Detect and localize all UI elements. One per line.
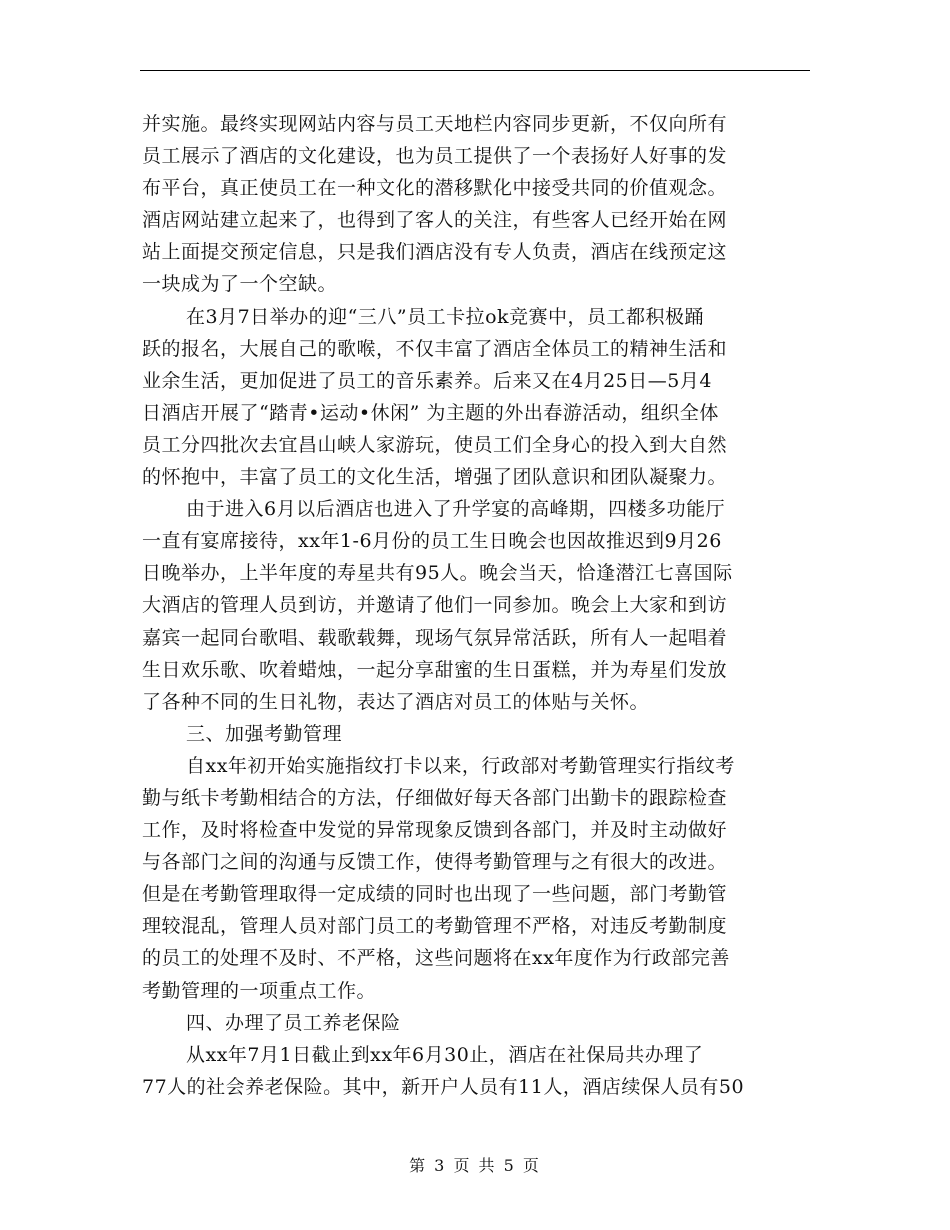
text-line: 三、加强考勤管理 <box>186 722 343 745</box>
text-line: 一直有宴席接待，xx年1-6月份的员工生日晚会也因故推迟到9月26 <box>142 530 722 553</box>
text-line: 酒店网站建立起来了，也得到了客人的关注，有些客人已经开始在网 <box>142 209 728 232</box>
text-line: 生日欢乐歌、吹着蜡烛，一起分享甜蜜的生日蛋糕，并为寿星们发放 <box>142 658 728 681</box>
text-line: 员工展示了酒店的文化建设，也为员工提供了一个表扬好人好事的发 <box>142 145 728 168</box>
text-line: 布平台，真正使员工在一种文化的潜移默化中接受共同的价值观念。 <box>142 177 728 200</box>
text-line: 与各部门之间的沟通与反馈工作，使得考勤管理与之有很大的改进。 <box>142 851 728 874</box>
document-body <box>142 108 810 1103</box>
text-line: 考勤管理的一项重点工作。 <box>142 979 377 1002</box>
text-line: 在3月7日举办的迎“三八”员工卡拉ok竞赛中，员工都积极踊 <box>186 305 705 328</box>
text-line: 了各种不同的生日礼物，表达了酒店对员工的体贴与关怀。 <box>142 690 650 713</box>
text-line: 一块成为了一个空缺。 <box>142 273 338 296</box>
page-number: 第 3 页 共 5 页 <box>409 1156 541 1175</box>
text-line: 从xx年7月1日截止到xx年6月30止，酒店在社保局共办理了 <box>186 1043 704 1066</box>
text-line: 理较混乱，管理人员对部门员工的考勤管理不严格，对违反考勤制度 <box>142 915 728 938</box>
text-line: 四、办理了员工养老保险 <box>186 1011 401 1034</box>
text-line: 业余生活，更加促进了员工的音乐素养。后来又在4月25日—5月4 <box>142 369 712 392</box>
text-line: 的怀抱中，丰富了员工的文化生活，增强了团队意识和团队凝聚力。 <box>142 466 728 489</box>
text-line: 77人的社会养老保险。其中，新开户人员有11人，酒店续保人员有50 <box>142 1075 745 1098</box>
text-line: 日晚举办，上半年度的寿星共有95人。晚会当天，恰逢潜江七喜国际 <box>142 562 733 585</box>
text-line: 日酒店开展了“踏青•运动•休闲” 为主题的外出春游活动，组织全体 <box>142 401 719 424</box>
text-line: 大酒店的管理人员到访，并邀请了他们一同参加。晚会上大家和到访 <box>142 594 728 617</box>
text-line: 嘉宾一起同台歌唱、载歌载舞，现场气氛异常活跃，所有人一起唱着 <box>142 626 728 649</box>
text-line: 由于进入6月以后酒店也进入了升学宴的高峰期，四楼多功能厅 <box>186 498 726 521</box>
text-line: 的员工的处理不及时、不严格，这些问题将在xx年度作为行政部完善 <box>142 947 730 970</box>
header-rule <box>140 70 810 71</box>
text-line: 站上面提交预定信息，只是我们酒店没有专人负责，酒店在线预定这 <box>142 241 728 264</box>
text-line: 跃的报名，大展自己的歌喉，不仅丰富了酒店全体员工的精神生活和 <box>142 337 728 360</box>
text-line: 自xx年初开始实施指纹打卡以来，行政部对考勤管理实行指纹考 <box>186 754 735 777</box>
text-line: 并实施。最终实现网站内容与员工天地栏内容同步更新，不仅向所有 <box>142 113 728 135</box>
text-line: 但是在考勤管理取得一定成绩的同时也出现了一些问题，部门考勤管 <box>142 883 728 906</box>
text-line: 员工分四批次去宜昌山峡人家游玩，使员工们全身心的投入到大自然 <box>142 433 728 456</box>
text-line: 工作，及时将检查中发觉的异常现象反馈到各部门，并及时主动做好 <box>142 819 728 842</box>
text-line: 勤与纸卡考勤相结合的方法，仔细做好每天各部门出勤卡的跟踪检查 <box>142 786 728 809</box>
